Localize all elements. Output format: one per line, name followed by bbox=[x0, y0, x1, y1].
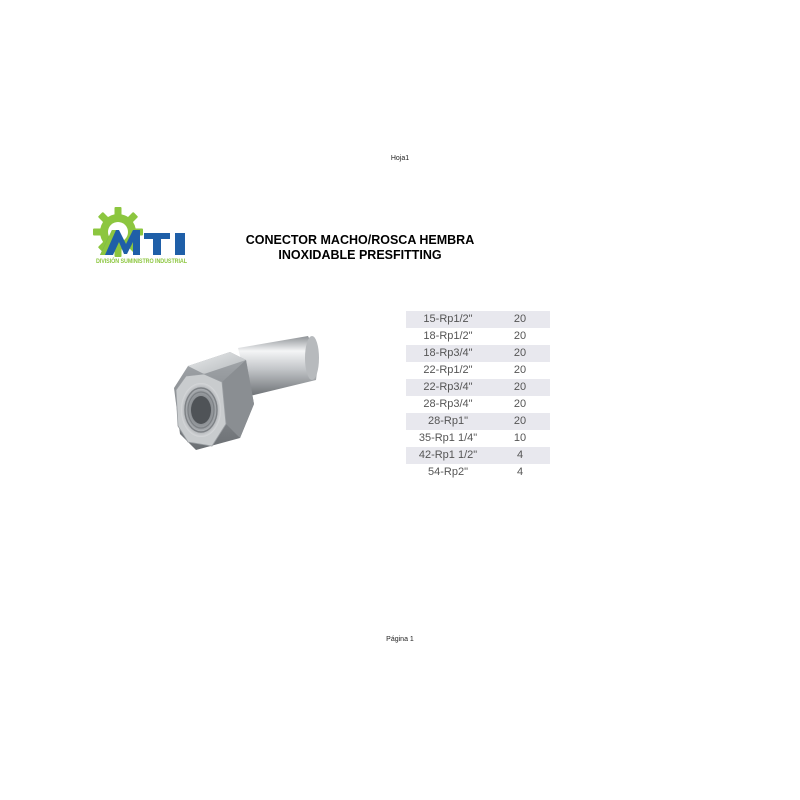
stainless-connector-icon bbox=[168, 330, 328, 455]
sheet-name: Hoja1 bbox=[390, 155, 410, 162]
quantity-cell: 4 bbox=[490, 464, 550, 481]
table-row bbox=[406, 447, 550, 464]
quantity-cell: 10 bbox=[490, 430, 550, 447]
quantity-cell: 20 bbox=[490, 396, 550, 413]
size-cell: 18-Rp3/4" bbox=[406, 345, 490, 362]
table-row bbox=[406, 464, 550, 481]
quantity-cell: 20 bbox=[490, 311, 550, 328]
quantity-cell: 4 bbox=[490, 447, 550, 464]
table-row bbox=[406, 345, 550, 362]
table-row bbox=[406, 430, 550, 447]
table-row bbox=[406, 413, 550, 430]
gear-logo-icon bbox=[92, 206, 198, 258]
size-cell: 22-Rp1/2" bbox=[406, 362, 490, 379]
size-cell: 15-Rp1/2" bbox=[406, 311, 490, 328]
table-row bbox=[406, 328, 550, 345]
size-cell: 28-Rp1" bbox=[406, 413, 490, 430]
quantity-cell: 20 bbox=[490, 379, 550, 396]
size-cell: 22-Rp3/4" bbox=[406, 379, 490, 396]
size-cell: 42-Rp1 1/2" bbox=[406, 447, 490, 464]
table-row bbox=[406, 362, 550, 379]
title-line-1: CONECTOR MACHO/ROSCA HEMBRA bbox=[245, 233, 475, 247]
size-cell: 18-Rp1/2" bbox=[406, 328, 490, 345]
table-row bbox=[406, 311, 550, 328]
product-image bbox=[168, 330, 328, 455]
size-cell: 54-Rp2" bbox=[406, 464, 490, 481]
document-title bbox=[220, 233, 500, 263]
company-logo bbox=[92, 206, 198, 270]
table-row bbox=[406, 379, 550, 396]
quantity-cell: 20 bbox=[490, 413, 550, 430]
size-cell: 35-Rp1 1/4" bbox=[406, 430, 490, 447]
quantity-cell: 20 bbox=[490, 362, 550, 379]
quantity-cell: 20 bbox=[490, 345, 550, 362]
spec-table bbox=[406, 311, 550, 481]
page-footer: Página 1 bbox=[386, 636, 414, 643]
table-row bbox=[406, 396, 550, 413]
logo-subtitle: DIVISIÓN SUMINISTRO INDUSTRIAL bbox=[96, 258, 187, 265]
quantity-cell: 20 bbox=[490, 328, 550, 345]
title-line-2: INOXIDABLE PRESFITTING bbox=[278, 248, 442, 262]
size-cell: 28-Rp3/4" bbox=[406, 396, 490, 413]
